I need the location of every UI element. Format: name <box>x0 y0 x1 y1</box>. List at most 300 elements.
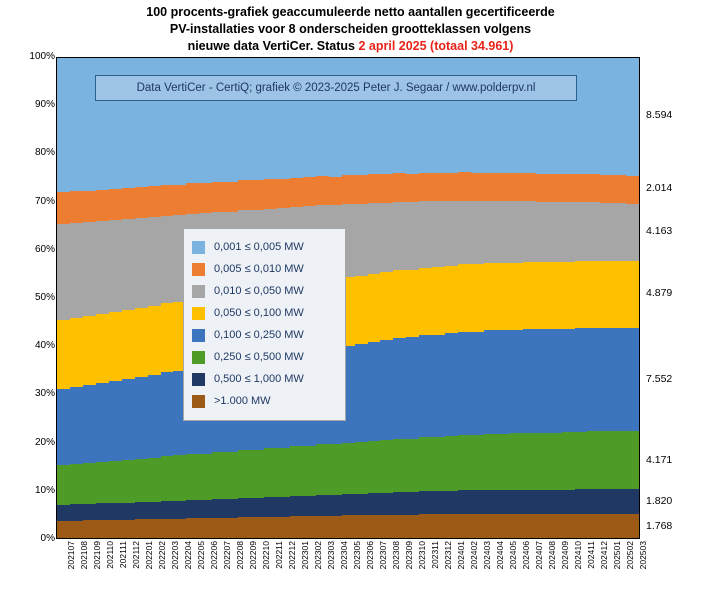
x-tick-label: 202204 <box>183 541 194 570</box>
bar-segment <box>510 433 523 490</box>
bar-segment <box>575 261 588 328</box>
legend-item <box>192 368 337 390</box>
bar-segment <box>238 517 251 538</box>
x-tick-label: 202312 <box>443 541 454 570</box>
bar-segment <box>70 191 83 223</box>
bar-segment <box>549 202 562 262</box>
bar-segment <box>122 188 135 219</box>
bar-segment <box>57 320 70 389</box>
bar-column <box>109 58 122 538</box>
x-tick-label: 202302 <box>313 541 324 570</box>
bar-segment <box>329 516 342 538</box>
legend-swatch <box>192 263 205 276</box>
bar-segment <box>458 490 471 514</box>
bar-segment <box>484 434 497 490</box>
bar-segment <box>355 515 368 538</box>
bar-segment <box>238 450 251 498</box>
bar-segment <box>173 501 186 519</box>
bar-column <box>57 58 70 538</box>
bar-segment <box>432 437 445 492</box>
bar-segment <box>510 263 523 330</box>
bar-segment <box>458 172 471 200</box>
bar-segment <box>329 177 342 206</box>
bar-column <box>484 58 497 538</box>
x-tick-label: 202109 <box>92 541 103 570</box>
legend-swatch <box>192 373 205 386</box>
bar-segment <box>523 262 536 329</box>
bar-segment <box>523 514 536 538</box>
bar-segment <box>497 173 510 201</box>
bar-segment <box>212 518 225 538</box>
bar-segment <box>562 490 575 514</box>
bar-segment <box>355 175 368 204</box>
bar-segment <box>148 519 161 538</box>
bar-segment <box>536 514 549 538</box>
bar-segment <box>96 520 109 538</box>
bar-column <box>536 58 549 538</box>
bar-segment <box>471 514 484 538</box>
legend-swatch <box>192 329 205 342</box>
bar-segment <box>122 219 135 310</box>
bar-segment <box>342 443 355 494</box>
bar-segment <box>380 440 393 493</box>
bar-segment <box>445 201 458 266</box>
legend-swatch <box>192 241 205 254</box>
bar-column <box>83 58 96 538</box>
x-tick-label: 202412 <box>598 541 609 570</box>
x-tick-label: 202305 <box>352 541 363 570</box>
x-tick-label: 202306 <box>365 541 376 570</box>
bar-segment <box>393 202 406 271</box>
bar-segment <box>393 173 406 201</box>
bar-segment <box>600 261 613 328</box>
bar-segment <box>380 174 393 203</box>
x-tick-label: 202112 <box>131 541 142 569</box>
bar-segment <box>484 514 497 538</box>
x-tick-label: 202403 <box>481 541 492 570</box>
bar-segment <box>471 201 484 264</box>
bar-segment <box>277 517 290 538</box>
bar-segment <box>161 456 174 501</box>
bar-segment <box>329 444 342 495</box>
bar-segment <box>109 503 122 520</box>
legend-item <box>192 346 337 368</box>
bar-segment <box>419 201 432 268</box>
bar-segment <box>199 183 212 213</box>
bar-segment <box>342 515 355 538</box>
legend-item <box>192 280 337 302</box>
bar-column <box>393 58 406 538</box>
bar-column <box>510 58 523 538</box>
bar-segment <box>562 514 575 538</box>
bar-segment <box>355 442 368 494</box>
bar-segment <box>613 431 626 488</box>
bar-segment <box>613 261 626 328</box>
bar-column <box>458 58 471 538</box>
bar-segment <box>458 435 471 491</box>
bar-column <box>148 58 161 538</box>
bar-segment <box>523 173 536 201</box>
bar-segment <box>380 493 393 515</box>
bar-segment <box>626 204 639 261</box>
bar-segment <box>57 224 70 320</box>
bar-segment <box>626 176 639 204</box>
bar-segment <box>497 263 510 330</box>
credit-banner: Data VertiCer - CertiQ; grafiek © 2023-2025 Peter J. Segaar / www.polderpv.nl <box>95 75 577 101</box>
bar-segment <box>510 514 523 538</box>
y-tick-label: 100% <box>29 51 55 62</box>
bar-segment <box>587 514 600 538</box>
bar-segment <box>523 490 536 514</box>
bar-segment <box>432 514 445 538</box>
bar-segment <box>135 187 148 218</box>
bar-segment <box>238 498 251 518</box>
bar-segment <box>471 332 484 435</box>
bar-segment <box>575 328 588 432</box>
series-end-label: 4.879 <box>646 287 673 300</box>
x-tick-label: 202402 <box>469 541 479 570</box>
bar-segment <box>613 203 626 261</box>
bar-segment <box>626 431 639 488</box>
legend-item <box>192 258 337 280</box>
bar-segment <box>549 262 562 329</box>
bar-segment <box>445 514 458 538</box>
bar-segment <box>549 174 562 202</box>
bar-segment <box>225 182 238 212</box>
bar-segment <box>445 436 458 491</box>
bar-segment <box>57 192 70 224</box>
bar-segment <box>458 201 471 265</box>
x-tick-label: 202411 <box>585 541 596 569</box>
bar-segment <box>613 489 626 514</box>
y-tick-label: 50% <box>34 292 55 303</box>
bar-segment <box>135 459 148 502</box>
x-tick-label: 202210 <box>261 541 272 570</box>
bar-segment <box>562 432 575 489</box>
bar-segment <box>536 490 549 514</box>
bar-segment <box>264 179 277 209</box>
stacked-bars <box>57 58 639 538</box>
bar-segment <box>393 270 406 338</box>
bar-segment <box>161 372 174 456</box>
x-tick-label: 202311 <box>430 541 441 569</box>
x-tick-label: 202203 <box>170 541 181 570</box>
bar-segment <box>600 203 613 261</box>
bar-segment <box>432 335 445 437</box>
bar-segment <box>329 495 342 516</box>
bar-segment <box>380 272 393 340</box>
bar-segment <box>173 455 186 500</box>
bar-segment <box>83 191 96 222</box>
bar-segment <box>380 515 393 538</box>
bar-segment <box>122 460 135 503</box>
chart-title-line3 <box>0 38 701 55</box>
bar-segment <box>122 520 135 538</box>
bar-segment <box>562 174 575 202</box>
bar-column <box>626 58 639 538</box>
bar-segment <box>368 274 381 342</box>
bar-segment <box>186 454 199 500</box>
series-end-label: 4.171 <box>646 453 673 466</box>
bar-segment <box>523 201 536 262</box>
bar-segment <box>303 496 316 517</box>
bar-segment <box>510 330 523 434</box>
bar-segment <box>135 377 148 459</box>
bar-segment <box>83 385 96 463</box>
bar-segment <box>161 303 174 372</box>
bar-segment <box>510 201 523 262</box>
bar-column <box>368 58 381 538</box>
y-tick-label: 80% <box>34 147 55 159</box>
bar-segment <box>419 268 432 336</box>
bar-segment <box>393 439 406 492</box>
bar-segment <box>368 515 381 538</box>
y-tick-label: 30% <box>34 388 55 400</box>
bar-segment <box>83 316 96 385</box>
bar-segment <box>96 314 109 383</box>
legend-label: 0,005 ≤ 0,010 MW <box>214 263 304 275</box>
y-tick-label: 60% <box>34 243 55 255</box>
x-axis-labels <box>56 541 648 589</box>
legend-label: 0,250 ≤ 0,500 MW <box>214 351 304 363</box>
bar-column <box>406 58 419 538</box>
bar-segment <box>406 439 419 493</box>
bar-segment <box>186 500 199 519</box>
bar-segment <box>406 515 419 538</box>
bar-segment <box>316 176 329 205</box>
x-tick-label: 202409 <box>559 541 570 570</box>
series-end-label: 8.594 <box>646 109 673 122</box>
x-tick-label: 202108 <box>79 541 90 570</box>
bar-segment <box>148 375 161 458</box>
bar-segment <box>225 499 238 518</box>
bar-segment <box>70 464 83 505</box>
bar-segment <box>290 516 303 538</box>
x-tick-label: 202405 <box>507 541 518 570</box>
bar-segment <box>161 519 174 538</box>
bar-segment <box>83 222 96 316</box>
x-tick-label: 202211 <box>274 541 285 569</box>
series-end-label: 1.768 <box>646 519 673 532</box>
bar-segment <box>445 173 458 201</box>
bar-segment <box>575 432 588 489</box>
bar-segment <box>406 270 419 338</box>
bar-segment <box>199 500 212 519</box>
x-tick-label: 202301 <box>300 541 311 570</box>
bar-segment <box>70 223 83 318</box>
bar-segment <box>432 173 445 201</box>
x-tick-label: 202410 <box>572 541 583 570</box>
bar-segment <box>406 202 419 270</box>
bar-segment <box>368 342 381 441</box>
bar-segment <box>471 490 484 514</box>
bar-segment <box>497 514 510 538</box>
legend-label: 0,010 ≤ 0,050 MW <box>214 285 304 297</box>
bar-segment <box>536 433 549 490</box>
bar-segment <box>613 58 626 175</box>
bar-segment <box>83 504 96 520</box>
bar-segment <box>186 183 199 213</box>
bar-segment <box>161 216 174 304</box>
bar-segment <box>148 186 161 217</box>
bar-segment <box>57 521 70 538</box>
legend <box>183 228 346 421</box>
bar-segment <box>161 185 174 216</box>
x-tick-label: 202201 <box>144 541 155 570</box>
bar-segment <box>445 266 458 333</box>
bar-segment <box>70 318 83 387</box>
bar-segment <box>109 220 122 312</box>
bar-segment <box>70 387 83 464</box>
legend-item <box>192 324 337 346</box>
bar-segment <box>523 433 536 490</box>
bar-segment <box>57 505 70 521</box>
bar-segment <box>368 441 381 493</box>
bar-segment <box>445 333 458 436</box>
bar-segment <box>173 185 186 215</box>
bar-segment <box>562 202 575 262</box>
x-tick-label: 202205 <box>196 541 207 570</box>
bar-segment <box>186 518 199 538</box>
bar-segment <box>83 58 96 190</box>
bar-column <box>122 58 135 538</box>
bar-segment <box>96 383 109 462</box>
x-tick-label: 202310 <box>417 541 428 570</box>
bar-segment <box>536 202 549 262</box>
bar-segment <box>419 491 432 514</box>
bar-segment <box>251 517 264 538</box>
bar-segment <box>432 201 445 267</box>
bar-segment <box>575 489 588 514</box>
legend-item <box>192 236 337 258</box>
bar-segment <box>587 174 600 202</box>
bar-segment <box>536 174 549 202</box>
bar-column <box>587 58 600 538</box>
bar-segment <box>497 330 510 434</box>
bar-segment <box>342 494 355 516</box>
bar-segment <box>549 490 562 514</box>
bar-segment <box>626 514 639 538</box>
bar-segment <box>458 332 471 435</box>
bar-segment <box>212 452 225 499</box>
bar-segment <box>484 490 497 514</box>
bar-segment <box>355 276 368 345</box>
bar-segment <box>393 338 406 439</box>
bar-segment <box>148 306 161 375</box>
bar-segment <box>277 179 290 208</box>
x-tick-label: 202407 <box>533 541 544 570</box>
bar-segment <box>562 329 575 433</box>
bar-segment <box>523 329 536 433</box>
x-tick-label: 202212 <box>287 541 298 570</box>
bar-segment <box>587 431 600 488</box>
bar-segment <box>393 515 406 538</box>
series-end-label: 2.014 <box>646 182 673 195</box>
bar-segment <box>497 201 510 263</box>
bar-segment <box>251 450 264 498</box>
legend-label: 0,500 ≤ 1,000 MW <box>214 373 304 385</box>
bar-segment <box>355 204 368 276</box>
bar-segment <box>96 190 109 221</box>
y-tick-label: 20% <box>34 436 55 448</box>
bar-segment <box>600 328 613 432</box>
bar-segment <box>626 58 639 176</box>
bar-segment <box>380 203 393 273</box>
bar-segment <box>303 177 316 206</box>
legend-label: 0,050 ≤ 0,100 MW <box>214 307 304 319</box>
bar-segment <box>316 444 329 494</box>
bar-segment <box>161 501 174 519</box>
bar-segment <box>96 503 109 520</box>
bar-segment <box>368 203 381 274</box>
bar-segment <box>600 431 613 488</box>
bar-segment <box>225 518 238 538</box>
plot-area <box>56 57 640 539</box>
bar-segment <box>419 514 432 538</box>
x-tick-label: 202307 <box>378 541 389 570</box>
bar-column <box>419 58 432 538</box>
bar-segment <box>290 496 303 517</box>
x-tick-label: 202404 <box>494 541 505 570</box>
bar-segment <box>212 499 225 518</box>
bar-segment <box>96 221 109 314</box>
bar-segment <box>277 448 290 497</box>
y-tick-label: 10% <box>34 484 55 496</box>
series-end-label: 4.163 <box>646 224 673 237</box>
bar-segment <box>238 180 251 210</box>
bar-segment <box>393 492 406 515</box>
bar-segment <box>600 514 613 538</box>
bar-segment <box>613 328 626 432</box>
bar-segment <box>316 495 329 516</box>
bar-segment <box>290 178 303 207</box>
bar-segment <box>626 261 639 328</box>
bar-column <box>96 58 109 538</box>
bar-segment <box>173 519 186 538</box>
bar-column <box>523 58 536 538</box>
x-tick-label: 202502 <box>624 541 635 570</box>
bar-segment <box>484 330 497 434</box>
legend-item <box>192 302 337 324</box>
bar-segment <box>199 518 212 538</box>
bar-segment <box>303 446 316 496</box>
x-tick-label: 202207 <box>222 541 233 570</box>
bar-segment <box>549 433 562 490</box>
bar-segment <box>587 58 600 174</box>
y-tick-label: 90% <box>34 99 55 111</box>
bar-segment <box>368 174 381 203</box>
bar-column <box>562 58 575 538</box>
bar-column <box>497 58 510 538</box>
bar-segment <box>419 437 432 491</box>
y-tick-label: 0% <box>40 533 55 544</box>
bar-segment <box>83 463 96 504</box>
bar-segment <box>549 329 562 433</box>
bar-column <box>471 58 484 538</box>
y-tick-label: 40% <box>34 340 55 352</box>
bar-column <box>575 58 588 538</box>
legend-item <box>192 390 337 412</box>
bar-segment <box>264 497 277 517</box>
bar-segment <box>600 489 613 514</box>
series-end-label: 7.552 <box>646 372 673 385</box>
bar-segment <box>406 492 419 515</box>
x-tick-label: 202304 <box>339 541 350 570</box>
bar-segment <box>290 446 303 495</box>
x-tick-label: 202408 <box>546 541 557 570</box>
bar-segment <box>600 58 613 175</box>
bar-segment <box>251 180 264 210</box>
